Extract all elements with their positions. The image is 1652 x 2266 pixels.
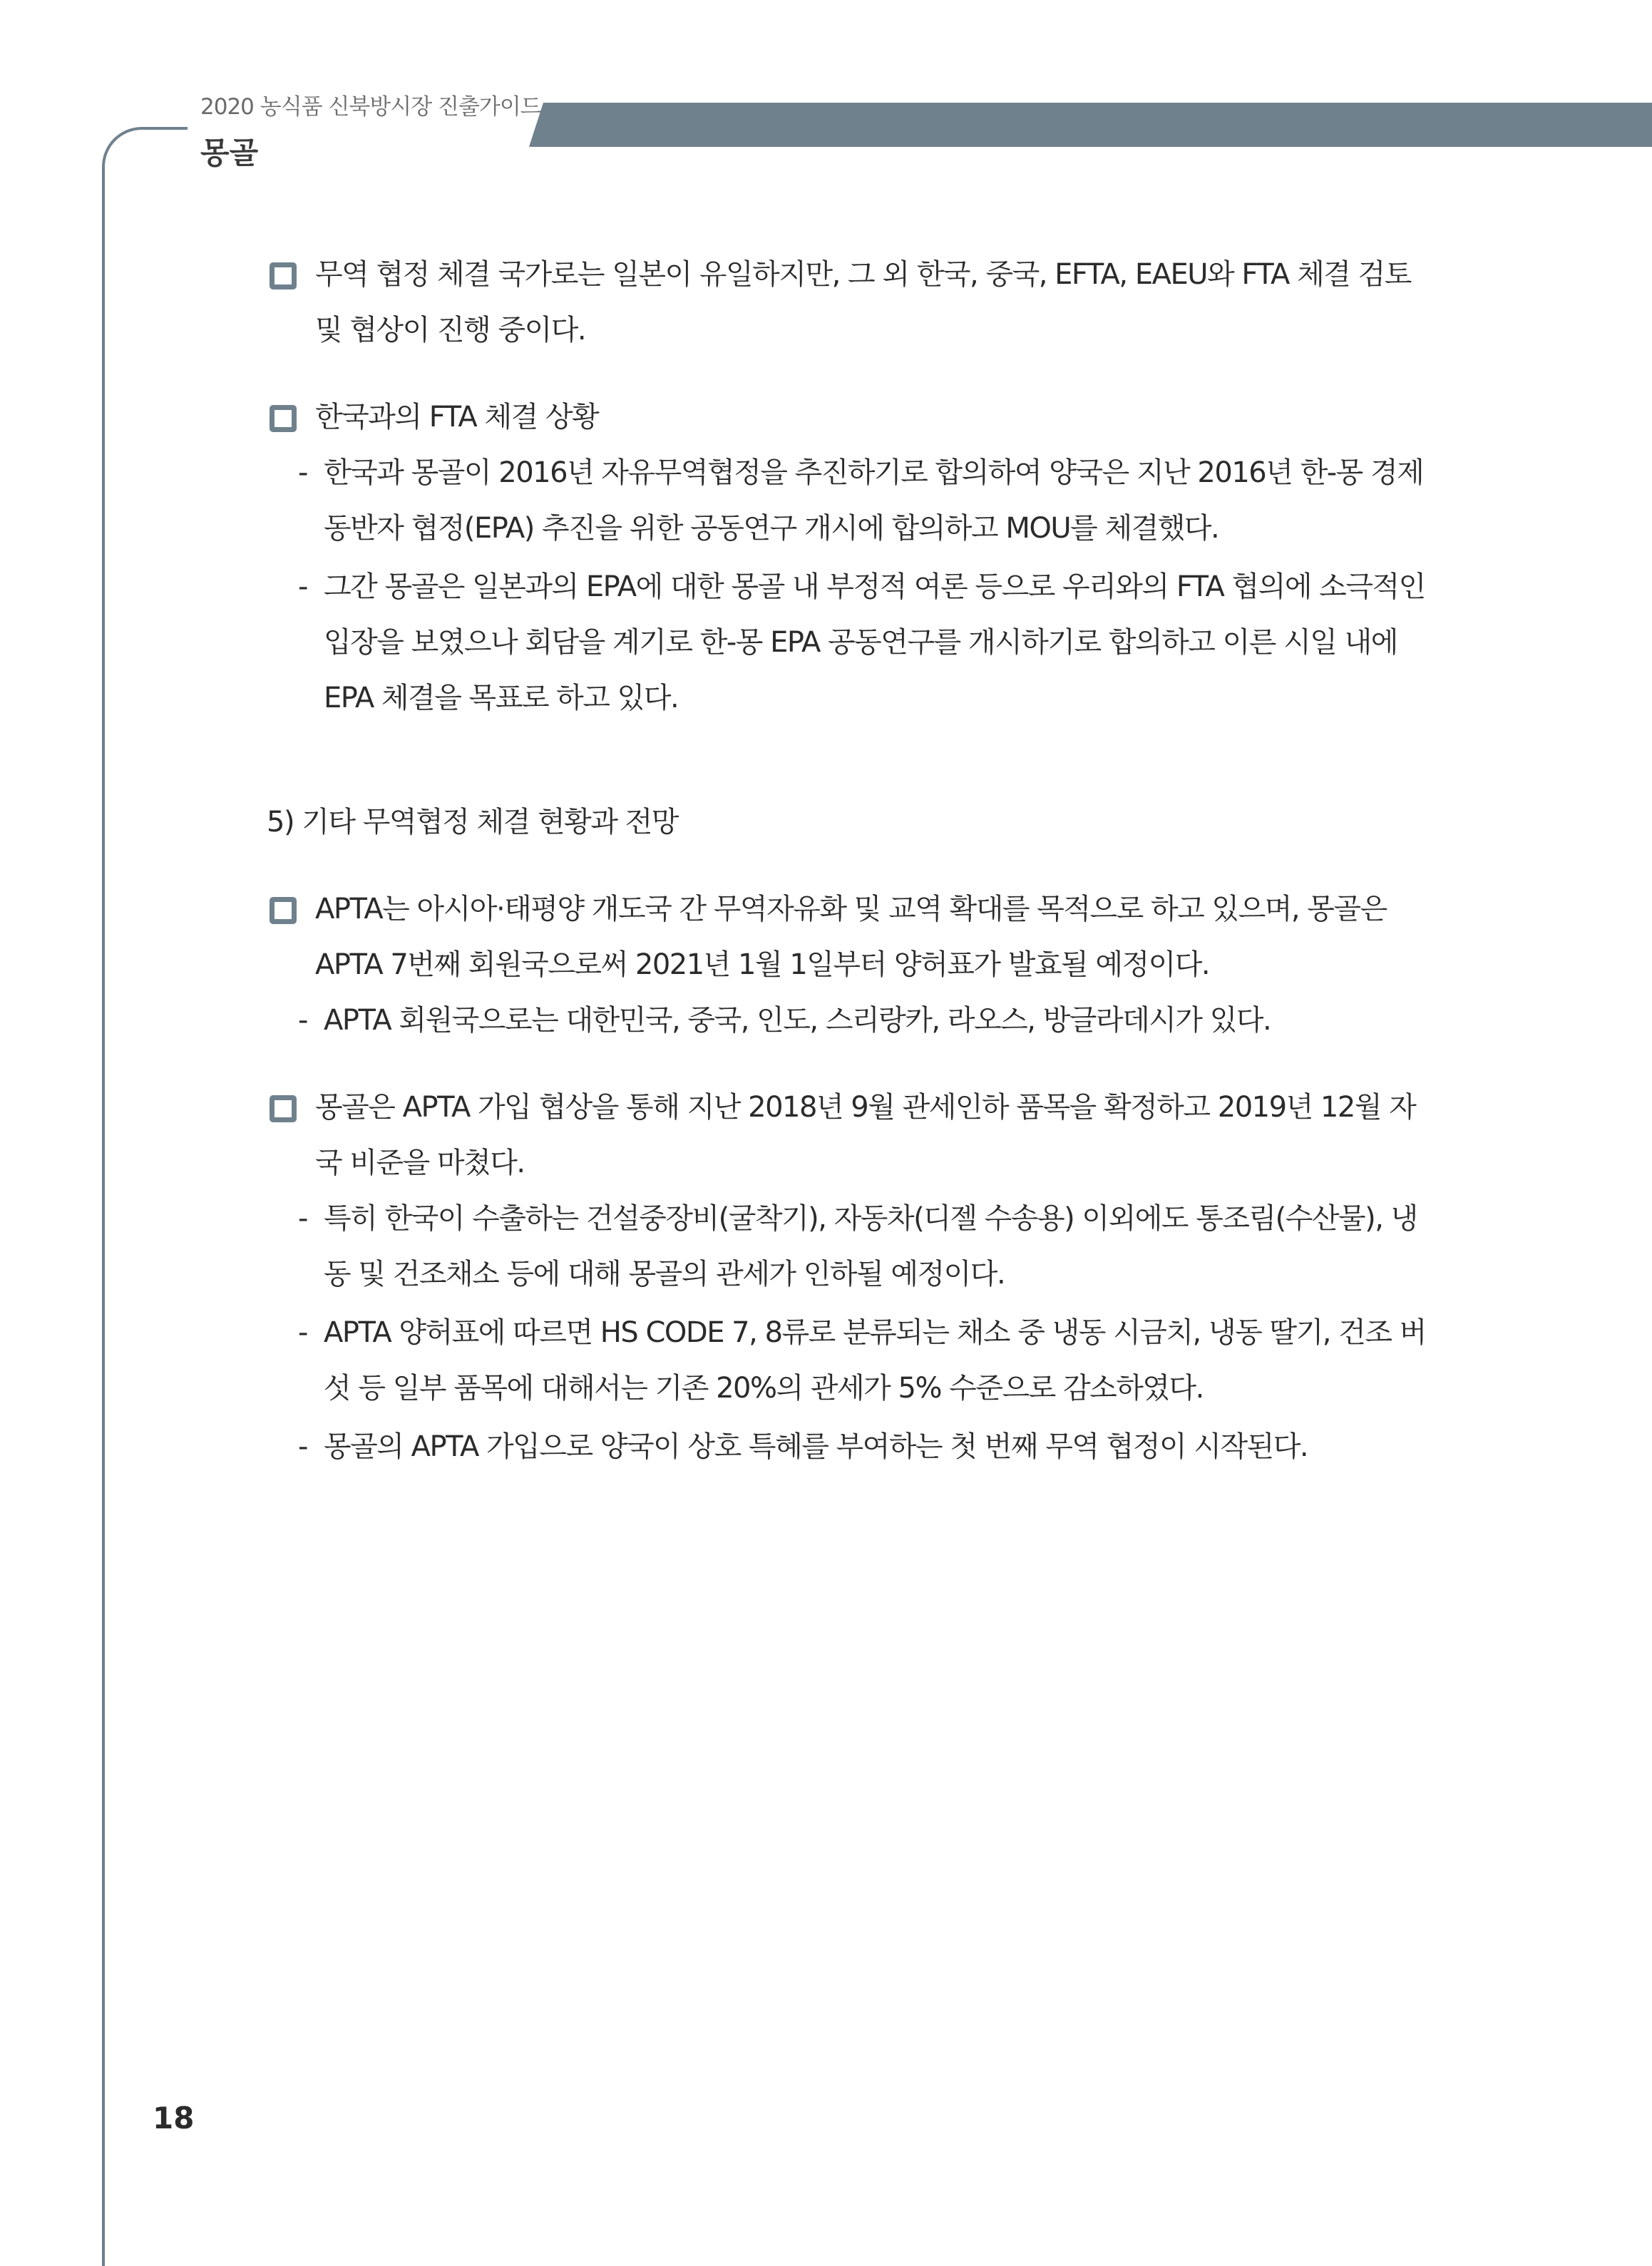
square-bullet-item: [265, 247, 1442, 358]
main-content: [265, 247, 1442, 1475]
paragraph-text: 무역 협정 체결 국가로는 일본이 유일하지만, 그 외 한국, 중국, EFTA, EAEU와 FTA 체결 검토 및 협상이 진행 중이다.: [315, 258, 1411, 347]
square-bullet-icon: [270, 897, 297, 924]
dash-bullet-item: [298, 445, 1442, 556]
dash-marker: -: [298, 456, 307, 489]
dash-bullet-item: [298, 1419, 1442, 1475]
paragraph-text: 몽골의 APTA 가입으로 양국이 상호 특혜를 부여하는 첫 번째 무역 협정이 시작된다.: [324, 1430, 1308, 1463]
guide-title: 2020 농식품 신북방시장 진출가이드: [200, 94, 541, 120]
paragraph-text: 몽골은 APTA 가입 협상을 통해 지난 2018년 9월 관세인하 품목을 확정하고 2019년 12월 자국 비준을 마쳤다.: [315, 1091, 1416, 1179]
dash-bullet-item: [298, 559, 1442, 726]
country-title: 몽골: [200, 135, 259, 170]
dash-bullet-item: [298, 1191, 1442, 1302]
dash-bullet-item: [298, 1305, 1442, 1416]
dash-marker: -: [298, 1316, 307, 1349]
dash-marker: -: [298, 1430, 307, 1463]
section-subheading: 5) 기타 무역협정 체결 현황과 전망: [267, 806, 678, 839]
paragraph-text: 한국과 몽골이 2016년 자유무역협정을 추진하기로 합의하여 양국은 지난 2016년 한-몽 경제동반자 협정(EPA) 추진을 위한 공동연구 개시에 합의하고 MOU를 체결했다.: [324, 456, 1424, 545]
square-bullet-icon: [270, 262, 297, 289]
page-frame-line: [102, 127, 188, 2266]
square-bullet-icon: [270, 405, 297, 432]
paragraph-text: APTA 양허표에 따르면 HS CODE 7, 8류로 분류되는 채소 중 냉동 시금치, 냉동 딸기, 건조 버섯 등 일부 품목에 대해서는 기존 20%의 관세가 5% 수준으로 감소하였다.: [324, 1316, 1426, 1405]
paragraph-text: 한국과의 FTA 체결 상황: [315, 401, 599, 434]
square-bullet-icon: [270, 1095, 297, 1122]
header-band: [529, 103, 1652, 147]
dash-marker: -: [298, 1202, 307, 1235]
paragraph-text: 그간 몽골은 일본과의 EPA에 대한 몽골 내 부정적 여론 등으로 우리와의 FTA 협의에 소극적인 입장을 보였으나 회담을 계기로 한-몽 EPA 공동연구를 개시하기로 합의하고 이른 시일 내에 EPA 체결을 목표로 하고 있다.: [324, 570, 1425, 714]
paragraph-text: APTA는 아시아·태평양 개도국 간 무역자유화 및 교역 확대를 목적으로 하고 있으며, 몽골은 APTA 7번째 회원국으로써 2021년 1월 1일부터 양허표가 발효될 예정이다.: [315, 893, 1387, 981]
page-number: 18: [153, 2101, 195, 2136]
dash-marker: -: [298, 1004, 307, 1037]
dash-bullet-item: [298, 993, 1442, 1048]
square-bullet-item: [265, 389, 1442, 445]
square-bullet-item: [265, 1080, 1442, 1191]
paragraph-text: 특히 한국이 수출하는 건설중장비(굴착기), 자동차(디젤 수송용) 이외에도 통조림(수산물), 냉동 및 건조채소 등에 대해 몽골의 관세가 인하될 예정이다.: [324, 1202, 1417, 1291]
dash-marker: -: [298, 570, 307, 603]
square-bullet-item: [265, 881, 1442, 993]
paragraph-text: APTA 회원국으로는 대한민국, 중국, 인도, 스리랑카, 라오스, 방글라데시가 있다.: [324, 1004, 1271, 1037]
